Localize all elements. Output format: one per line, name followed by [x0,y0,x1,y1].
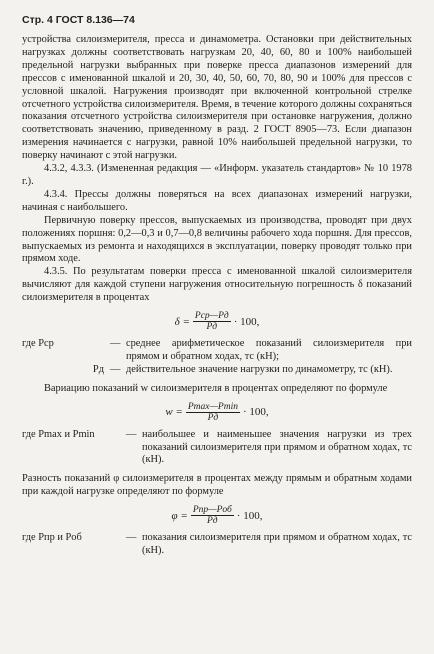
formula-delta-fraction [193,311,231,332]
formula-w-numerator: Pmax—Pmin [187,401,238,412]
formula-delta-lhs: δ = [174,315,190,328]
definition-2 [22,364,412,377]
definition-3-dash: — [126,428,137,440]
formula-phi [22,505,412,526]
formula-delta-denominator: Pд [206,322,218,333]
paragraph-3: 4.3.4. Прессы должны поверяться на всех диапазонах измерений нагрузки, начиная с наибольшего. [22,188,412,213]
paragraph-6: Вариацию показаний w силоизмерителя в процентах определяют по формуле [44,382,388,394]
paragraph-2: 4.3.2, 4.3.3. (Измененная редакция — «Информ. указатель стандартов» № 10 1978 г.). [22,163,412,187]
formula-phi-rhs: · 100, [236,509,263,522]
formula-phi-fraction [191,505,234,526]
formula-delta-numerator: Pср—Pд [194,311,229,322]
formula-w-rhs: · 100, [242,406,269,419]
paragraph-7: Разность показаний φ силоизмерителя в процентах между прямым и обратным ходами при каждой нагрузке определяют по формуле [22,473,412,498]
definition-4 [22,532,412,558]
definition-1-dash: — [110,338,121,350]
definition-1 [22,338,412,364]
paragraph-1: устройства силоизмерителя, пресса и динамометра. Остановки при действительных нагрузках должны соответствовать нагрузкам 20, 40, 60, 80 и 100% наибольшей предельной нагрузки выбранных при поверке пресса диапазонов измерений для прессов с именованной шкалой и 20, 30, 40, 50, 60, 70, 80, 90 и 100% для прессов с условной шкалой. Нагружения производят при включенной контрольной стрелке отсчетного устройства силоизмерителя. Время, в течение которого должны сохраняться показания отсчетного устройства силоизмерителя при остановке нагружения, должно соответствовать значению, приведенному в разд. 2 ГОСТ 8905—73. Если диапазон измерения начинается с нагрузки, равной 10% наибольшей предельной нагрузки, то поверку начинают с этой нагрузки. [22,34,412,162]
formula-w [22,402,412,423]
formula-phi-denominator: Pд [206,516,218,527]
definition-3-term: где Pmax и Pmin [22,428,95,440]
page-header: Стр. 4 ГОСТ 8.136—74 [22,14,135,26]
definition-4-text: показания силоизмерителя при прямом и обратном ходах, тс (кН). [142,532,412,557]
definition-4-term: где Pпр и Pоб [22,532,82,544]
definition-2-text: действительное значение нагрузки по динамометру, тс (кН). [126,363,393,375]
definition-3-text: наибольшее и наименьшее значения нагрузки из трех показаний силоизмерителя при прямом и обратном ходах, тс (кН). [142,428,412,466]
formula-phi-lhs: φ = [171,509,188,522]
formula-w-denominator: Pд [207,412,219,423]
definition-2-term: Pд [92,363,104,375]
definition-4-dash: — [126,532,137,544]
formula-w-lhs: w = [165,406,183,419]
formula-phi-numerator: Pпр—Pоб [192,505,232,516]
definition-1-text: среднее арифметическое показаний силоизмерителя при прямом и обратном ходах, тс (кН); [126,338,412,362]
definition-3 [22,429,412,468]
definition-2-dash: — [110,363,121,375]
formula-w-fraction [186,402,240,423]
paragraph-4: Первичную поверку прессов, выпускаемых из производства, проводят при двух положениях поршня: 0,2—0,3 и 0,7—0,8 величины рабочего хода поршня. Для прессов, выпускаемых из ремонта и находящихся в эксплуатации, поверку проводят только при прямом ходе. [22,214,412,265]
formula-delta-rhs: · 100, [233,315,260,328]
definition-1-term: где Pср [22,338,54,350]
paragraph-5: 4.3.5. По результатам поверки пресса с именованной шкалой силоизмерителя вычисляют для каждой ступени нагружения относительную погрешность δ показаний силоизмерителя в процентах [22,266,412,304]
formula-delta [22,311,412,332]
